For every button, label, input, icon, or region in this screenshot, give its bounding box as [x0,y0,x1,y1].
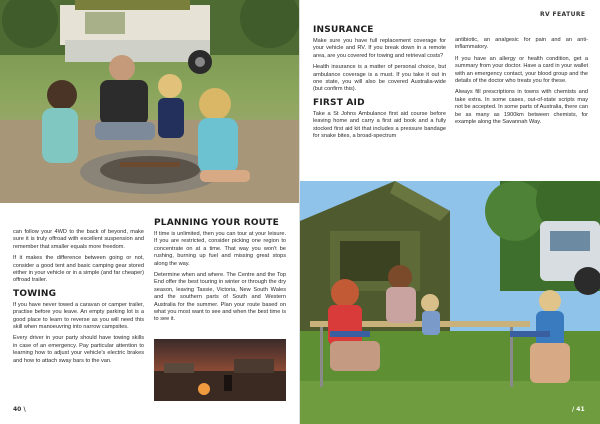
page-number-left: 40 \ [13,406,26,413]
left-column-2 [154,218,286,328]
body-paragraph: Make sure you have full replacement coverage for your vehicle and RV. If you break down in a remote area, are you covered for towing and retrieval costs? [313,38,446,59]
planning-route-heading: PLANNING YOUR ROUTE [154,218,279,228]
body-paragraph: can follow your 4WD to the back of beyond, make sure it is truly offroad with excellent suspension and remember that smaller equals more freedom. [13,229,144,250]
body-paragraph: If you have never towed a caravan or camper trailer, practise before you leave. An empty parking lot is a good place to learn to reverse as you will need this skill when manoeuvring into narrow campsites. [13,301,144,331]
outback-sunset-photo [154,339,286,401]
body-paragraph: Always fill prescriptions in towns with chemists and take extra. In some cases, out-of-state scripts may not be accepted. In some parts of Australia, there can be as many as 1900km between chemists, for example along the Savannah Way. [455,89,588,126]
family-camping-photo [300,181,600,424]
body-paragraph: Health insurance is a matter of personal choice, but ambulance coverage is a must. If you take it out in one state, you will also be covered Australia-wide (but confirm this). [313,64,446,93]
section-label: RV FEATURE [540,11,586,18]
right-page [300,0,600,424]
towing-heading: TOWING [13,288,57,299]
page-number-right: / 41 [572,406,585,413]
body-paragraph: Take a St Johns Ambulance first aid course before leaving home and carry a first aid book and a fully stocked first aid kit that includes a pressure bandage for snake bites, a broad-spectrum [313,110,446,140]
family-campfire-photo [0,0,300,203]
body-paragraph: If you have an allergy or health condition, get a summary from your doctor. Have a card in your wallet with an emergency contact, your blood group and the details of the doctor who treats you for these. [455,55,588,85]
right-column-2 [455,37,588,130]
first-aid-heading: FIRST AID [313,97,365,108]
body-paragraph: antibiotic, an analgesic for pain and an anti-inflammatory. [455,37,588,51]
outback-sunset-illustration [154,339,286,401]
insurance-heading: INSURANCE [313,25,374,35]
body-paragraph: If it makes the difference between going or not, consider a good tent and basic camping gear stored either in your vehicle or in a simple (and far cheaper) offroad trailer. [13,255,144,284]
body-paragraph: Every driver in your party should have towing skills in case of an emergency. Pay particular attention to learning how to adjust your vehicle's electric brakes and how to attach sway bars to the van. [13,335,144,364]
right-column-1 [313,25,446,144]
body-paragraph: Determine when and where. The Centre and the Top End offer the best touring in winter or through the dry season, leaving Tassie, Victoria, New South Wales and the southern parts of South and Western Australia for the summer. Plan your route based on what you most want to see and when the best time is to see it. [154,272,286,323]
left-column-1 [13,229,144,369]
family-camping-illustration [300,181,600,424]
body-paragraph: If time is unlimited, then you can tour at your leisure. If you are restricted, consider picking one region to concentrate on at a time. That way you won't be rushing, burning up fuel and missing great stops along the way. [154,231,286,267]
family-campfire-illustration [0,0,300,203]
